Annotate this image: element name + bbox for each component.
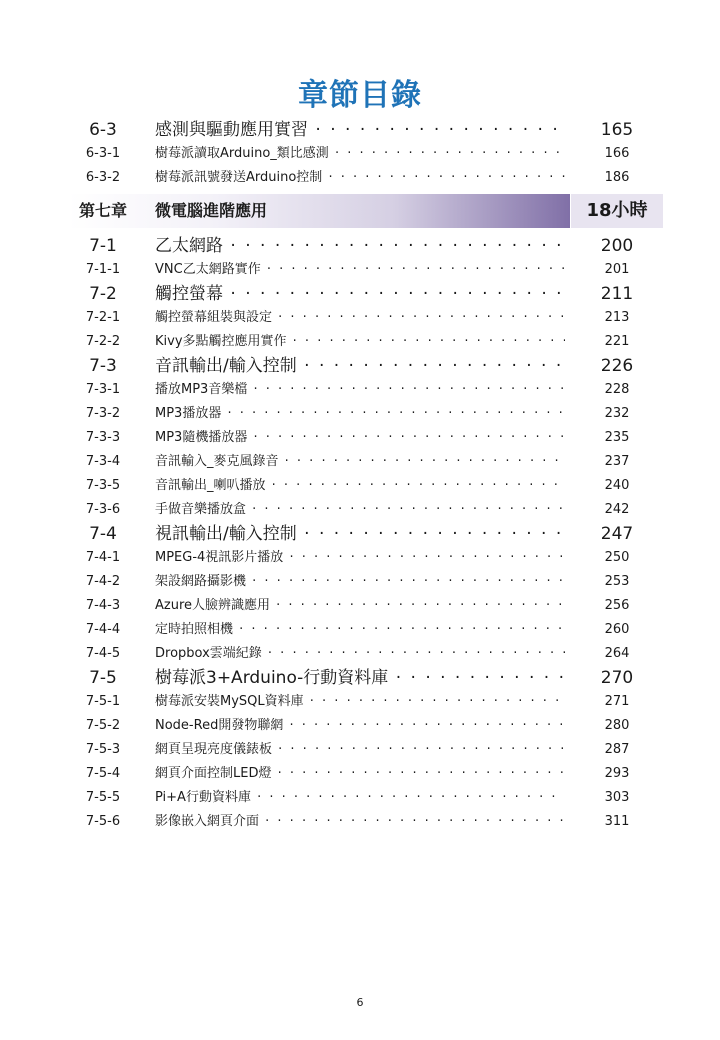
toc-subsection-row bbox=[68, 142, 662, 166]
toc-entry-page: 228 bbox=[604, 382, 630, 397]
toc-subsection-row bbox=[68, 166, 662, 190]
toc-entry-number: 7-1 bbox=[89, 236, 117, 256]
toc-subsection-row bbox=[68, 474, 662, 498]
toc-entry-page: 165 bbox=[600, 120, 634, 140]
toc-entry-number: 7-3-5 bbox=[85, 478, 121, 493]
toc-entry-page: 242 bbox=[604, 502, 630, 517]
toc-entry-number: 7-2-1 bbox=[85, 310, 121, 325]
toc-subsection-row bbox=[68, 618, 662, 642]
toc-entry-number: 7-5-2 bbox=[85, 718, 121, 733]
toc-entry-page: 211 bbox=[600, 284, 634, 304]
toc-entry-title: 觸控螢幕組裝與設定 · · · bbox=[155, 306, 565, 330]
toc-entry-title: 架設網路攝影機 · · · bbox=[155, 570, 565, 594]
toc-entry-page: 256 bbox=[604, 598, 630, 613]
toc-entry-title: Dropbox雲端紀錄 · · · bbox=[155, 642, 565, 666]
toc-entry-title: VNC乙太網路實作 · · · bbox=[155, 258, 565, 282]
toc-subsection-row bbox=[68, 690, 662, 714]
toc-entry-title: 定時拍照相機 · · · bbox=[155, 618, 565, 642]
toc-entry-page: 271 bbox=[604, 694, 630, 709]
chapter-title: 微電腦進階應用 bbox=[155, 201, 268, 220]
toc-entry-number: 7-5-4 bbox=[85, 766, 121, 781]
toc-section-after bbox=[68, 234, 662, 834]
chapter-number: 第七章 bbox=[78, 201, 127, 220]
toc-entry-number: 7-3-1 bbox=[85, 382, 121, 397]
toc-entry-page: 293 bbox=[604, 766, 630, 781]
toc-section-row bbox=[68, 522, 662, 546]
toc-entry-page: 166 bbox=[604, 146, 630, 161]
toc-entry-number: 7-4 bbox=[89, 524, 117, 544]
toc-entry-page: 213 bbox=[604, 310, 630, 325]
toc-subsection-row bbox=[68, 738, 662, 762]
toc-entry-number: 7-4-4 bbox=[85, 622, 121, 637]
toc-entry-number: 7-1-1 bbox=[85, 262, 121, 277]
toc-subsection-row bbox=[68, 786, 662, 810]
toc-entry-title: 樹莓派3+Arduino-行動資料庫 · · · bbox=[155, 666, 565, 690]
toc-entry-number: 7-3-4 bbox=[85, 454, 121, 469]
toc-entry-title: 視訊輸出/輸入控制 · · · bbox=[155, 522, 565, 546]
toc-entry-title: 網頁介面控制LED燈 · · · bbox=[155, 762, 565, 786]
toc-entry-number: 7-2-2 bbox=[85, 334, 121, 349]
toc-entry-page: 253 bbox=[604, 574, 630, 589]
toc-section-row bbox=[68, 666, 662, 690]
toc-entry-page: 260 bbox=[604, 622, 630, 637]
toc-entry-title: 乙太網路 · · · bbox=[155, 234, 565, 258]
page-title: 章節目錄 bbox=[298, 78, 422, 113]
toc-entry-page: 240 bbox=[604, 478, 630, 493]
toc-subsection-row bbox=[68, 402, 662, 426]
table-of-contents bbox=[68, 118, 662, 834]
toc-entry-number: 7-5-1 bbox=[85, 694, 121, 709]
toc-entry-number: 7-4-2 bbox=[85, 574, 121, 589]
toc-subsection-row bbox=[68, 426, 662, 450]
toc-entry-page: 235 bbox=[604, 430, 630, 445]
toc-entry-title: 觸控螢幕 · · · bbox=[155, 282, 565, 306]
toc-section-before bbox=[68, 118, 662, 190]
toc-entry-title: 音訊輸出_喇叭播放 · · · bbox=[155, 474, 565, 498]
toc-entry-title: MP3隨機播放器 · · · bbox=[155, 426, 565, 450]
toc-entry-title: Pi+A行動資料庫 · · · bbox=[155, 786, 565, 810]
toc-subsection-row bbox=[68, 306, 662, 330]
toc-section-row bbox=[68, 354, 662, 378]
toc-entry-number: 6-3-2 bbox=[85, 170, 121, 185]
toc-entry-page: 247 bbox=[600, 524, 634, 544]
toc-subsection-row bbox=[68, 498, 662, 522]
toc-entry-number: 7-2 bbox=[89, 284, 117, 304]
toc-entry-page: 226 bbox=[600, 356, 634, 376]
toc-entry-page: 250 bbox=[604, 550, 630, 565]
toc-entry-page: 311 bbox=[604, 814, 630, 829]
toc-subsection-row bbox=[68, 546, 662, 570]
toc-subsection-row bbox=[68, 762, 662, 786]
toc-entry-page: 264 bbox=[604, 646, 630, 661]
toc-entry-title: MP3播放器 · · · bbox=[155, 402, 565, 426]
toc-entry-title: Node-Red開發物聯網 · · · bbox=[155, 714, 565, 738]
toc-entry-number: 7-3-2 bbox=[85, 406, 121, 421]
toc-entry-title: 樹莓派安裝MySQL資料庫 · · · bbox=[155, 690, 565, 714]
toc-entry-title: 音訊輸入_麥克風錄音 · · · bbox=[155, 450, 565, 474]
toc-entry-page: 237 bbox=[604, 454, 630, 469]
toc-entry-number: 6-3 bbox=[89, 120, 117, 140]
toc-section-row bbox=[68, 234, 662, 258]
toc-subsection-row bbox=[68, 570, 662, 594]
toc-subsection-row bbox=[68, 810, 662, 834]
toc-entry-number: 7-3-3 bbox=[85, 430, 121, 445]
toc-entry-title: Azure人臉辨識應用 · · · bbox=[155, 594, 565, 618]
toc-entry-page: 221 bbox=[604, 334, 630, 349]
toc-entry-title: 影像嵌入網頁介面 · · · bbox=[155, 810, 565, 834]
toc-entry-number: 7-4-3 bbox=[85, 598, 121, 613]
toc-entry-title: 樹莓派訊號發送Arduino控制 · · · bbox=[155, 166, 565, 190]
toc-entry-title: 播放MP3音樂檔 · · · bbox=[155, 378, 565, 402]
toc-entry-number: 7-4-1 bbox=[85, 550, 121, 565]
toc-entry-title: 手做音樂播放盒 · · · bbox=[155, 498, 565, 522]
toc-entry-title: 網頁呈現亮度儀錶板 · · · bbox=[155, 738, 565, 762]
toc-entry-page: 287 bbox=[604, 742, 630, 757]
chapter-banner bbox=[68, 194, 662, 228]
toc-entry-title: MPEG-4視訊影片播放 · · · bbox=[155, 546, 565, 570]
chapter-hours: 18小時 bbox=[570, 194, 663, 228]
toc-subsection-row bbox=[68, 714, 662, 738]
toc-entry-page: 186 bbox=[604, 170, 630, 185]
toc-entry-number: 7-4-5 bbox=[85, 646, 121, 661]
toc-entry-page: 232 bbox=[604, 406, 630, 421]
toc-entry-page: 201 bbox=[604, 262, 630, 277]
toc-entry-number: 7-5 bbox=[89, 668, 117, 688]
toc-section-row bbox=[68, 282, 662, 306]
toc-entry-number: 7-5-6 bbox=[85, 814, 121, 829]
toc-entry-title: Kivy多點觸控應用實作 · · · bbox=[155, 330, 565, 354]
toc-entry-title: 音訊輸出/輸入控制 · · · bbox=[155, 354, 565, 378]
toc-subsection-row bbox=[68, 378, 662, 402]
toc-entry-page: 200 bbox=[600, 236, 634, 256]
page-number: 6 bbox=[356, 996, 364, 1009]
toc-entry-title: 感測與驅動應用實習 · · · bbox=[155, 118, 565, 142]
toc-subsection-row bbox=[68, 330, 662, 354]
toc-entry-number: 7-3-6 bbox=[85, 502, 121, 517]
toc-entry-page: 303 bbox=[604, 790, 630, 805]
toc-section-row bbox=[68, 118, 662, 142]
toc-entry-number: 7-5-5 bbox=[85, 790, 121, 805]
toc-entry-page: 270 bbox=[600, 668, 634, 688]
toc-subsection-row bbox=[68, 450, 662, 474]
toc-entry-number: 7-3 bbox=[89, 356, 117, 376]
toc-subsection-row bbox=[68, 258, 662, 282]
toc-subsection-row bbox=[68, 642, 662, 666]
toc-entry-page: 280 bbox=[604, 718, 630, 733]
toc-entry-title: 樹莓派讀取Arduino_類比感測 · · · bbox=[155, 142, 565, 166]
toc-subsection-row bbox=[68, 594, 662, 618]
toc-entry-number: 7-5-3 bbox=[85, 742, 121, 757]
toc-entry-number: 6-3-1 bbox=[85, 146, 121, 161]
